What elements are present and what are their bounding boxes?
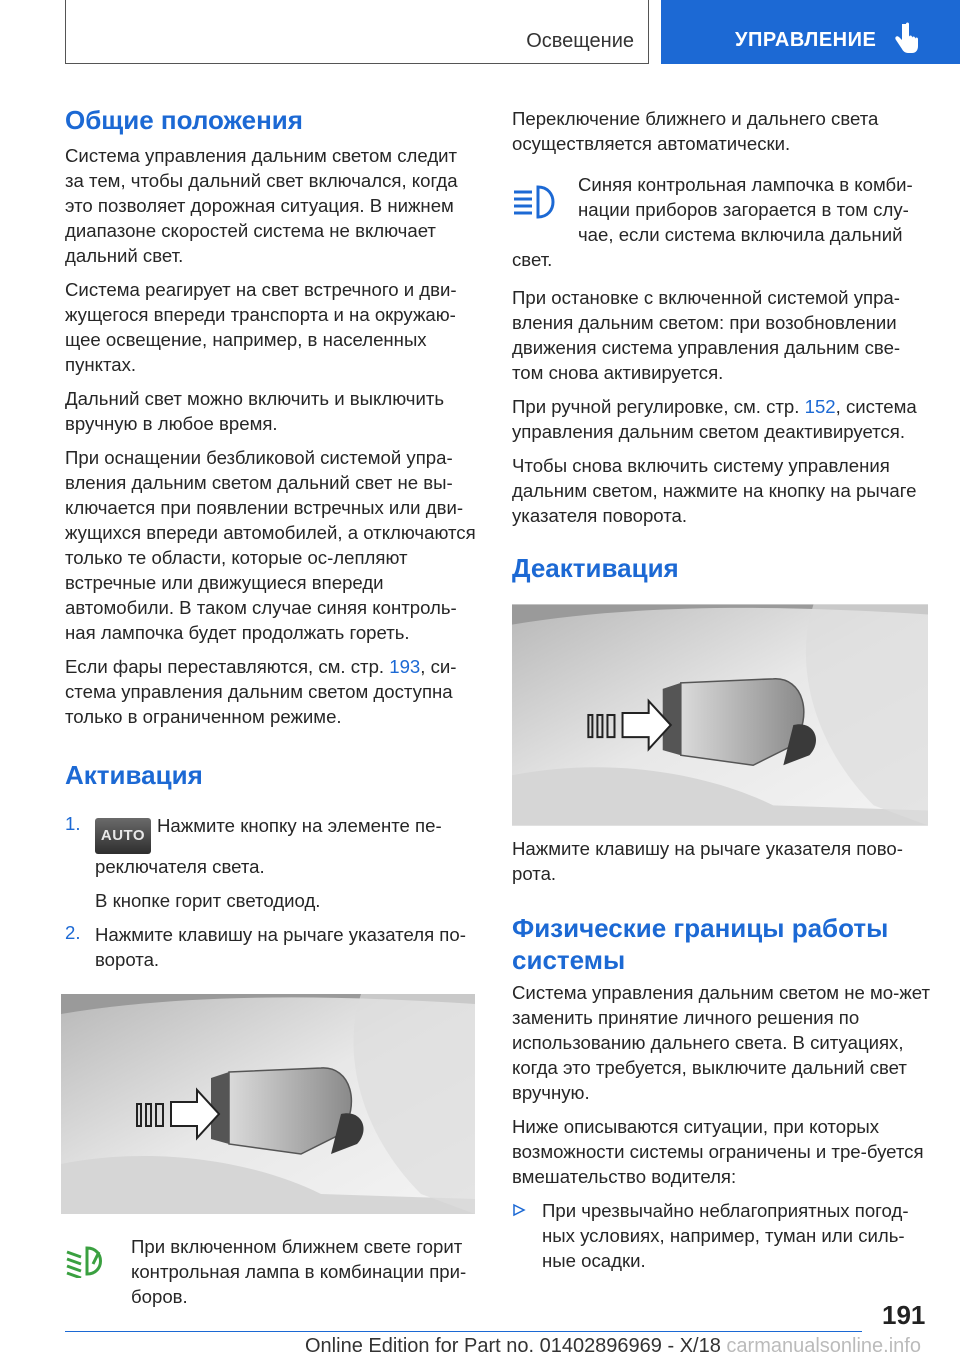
- step-subtext: В кнопке горит светодиод.: [95, 890, 321, 911]
- paragraph: Нажмите клавишу на рычаге указателя пово-рота.: [512, 838, 903, 884]
- heading-deactivation: Деактивация: [512, 553, 679, 583]
- hand-pointer-icon: [893, 22, 921, 54]
- paragraph: При оснащении безбликовой системой упра-вления дальним светом дальний свет не вы-ключается при появлении встречных или дви-жущихся впереди автомобилей, а отключаются только те области, которые ос-лепляют встречные или движущиеся впереди автомобили. В таком случае синяя контроль-ная лампочка будет продолжать гореть.: [65, 447, 476, 643]
- paragraph: [65, 654, 477, 729]
- page-number: 191: [882, 1300, 926, 1330]
- low-beam-note: [65, 1234, 477, 1310]
- low-beam-indicator-icon: [65, 1244, 109, 1278]
- bullet-item: [512, 1198, 930, 1273]
- bullet-triangle-icon: [512, 1203, 526, 1217]
- note-text: Синяя контрольная лампочка в комби-нации приборов загорается в том слу-чае, если система включила дальний свет.: [512, 174, 913, 270]
- paragraph: Система реагирует на свет встречного и дви-жущегося впереди транспорта и на окружаю-щее освещение, например, в населенных пунктах.: [65, 279, 457, 375]
- bullet-text: При чрезвычайно неблагоприятных погод-ных условиях, например, туман или силь-ные осадки.: [542, 1200, 909, 1271]
- high-beam-note: [512, 172, 930, 272]
- paragraph: [512, 394, 930, 444]
- footer-divider: [65, 1331, 862, 1332]
- auto-button-icon: AUTO: [95, 818, 151, 854]
- step-number: 2.: [65, 922, 81, 943]
- chapter-tab[interactable]: [661, 0, 960, 64]
- turn-signal-lever-photo: [61, 994, 475, 1214]
- text: Если фары переставляются, см. стр.: [65, 656, 390, 677]
- text: , система управления дальним светом деактивируется.: [512, 396, 917, 442]
- heading-activation: Активация: [65, 760, 203, 790]
- edition-text: Online Edition for Part no. 01402896969 - X/18: [305, 1335, 721, 1357]
- step-2: [65, 922, 477, 972]
- paragraph: Ниже описываются ситуации, при которых возможности системы ограничены и тре-буется вмешательство водителя:: [512, 1116, 924, 1187]
- page-link-193[interactable]: 193: [389, 656, 421, 677]
- paragraph: Система управления дальним светом следит за тем, чтобы дальний свет включался, когда это позволяет дорожная ситуация. В нижнем диапазоне скоростей система не включает дальний свет.: [65, 145, 458, 266]
- left-column: [65, 100, 477, 1310]
- paragraph: Чтобы снова включить систему управления дальним светом, нажмите на кнопку на рычаге указателя поворота.: [512, 455, 917, 526]
- heading-limits: Физические границы работы системы: [512, 913, 889, 975]
- note-text: При включенном ближнем свете горит контрольная лампа в комбинации при-боров.: [131, 1236, 467, 1307]
- footer-edition: [305, 1335, 921, 1358]
- paragraph: При остановке с включенной системой упра-вления дальним светом: при возобновлении движения система управления дальним све-том снова активируется.: [512, 287, 901, 383]
- watermark-text: carmanualsonline.info: [726, 1335, 921, 1357]
- chapter-tab-label: УПРАВЛЕНИЕ: [735, 29, 877, 51]
- paragraph: Дальний свет можно включить и выключить вручную в любое время.: [65, 388, 445, 434]
- turn-signal-lever-photo: [512, 604, 928, 826]
- step-text: Нажмите клавишу на рычаге указателя по-ворота.: [95, 924, 466, 970]
- text: При ручной регулировке, см. стр.: [512, 396, 805, 417]
- heading-general: Общие положения: [65, 105, 303, 135]
- page-link-152[interactable]: 152: [804, 396, 836, 417]
- header-section-box: [65, 0, 649, 64]
- section-title: Освещение: [526, 30, 634, 52]
- text: Нажмите кнопку на элементе пе-реключателя света.: [95, 815, 442, 877]
- text: , си-стема управления дальним светом доступна только в ограниченном режиме.: [65, 656, 457, 727]
- high-beam-indicator-icon: [512, 184, 560, 220]
- step-text: [95, 813, 477, 879]
- step-number: 1.: [65, 813, 81, 834]
- step-1: [65, 813, 477, 913]
- paragraph: Система управления дальним светом не мо-жет заменить принятие личного решения по использованию дальнего света. В ситуациях, когда это требуется, выключите дальний свет вручную.: [512, 982, 931, 1103]
- right-column: [512, 100, 930, 1273]
- paragraph: Переключение ближнего и дальнего света осуществляется автоматически.: [512, 108, 879, 154]
